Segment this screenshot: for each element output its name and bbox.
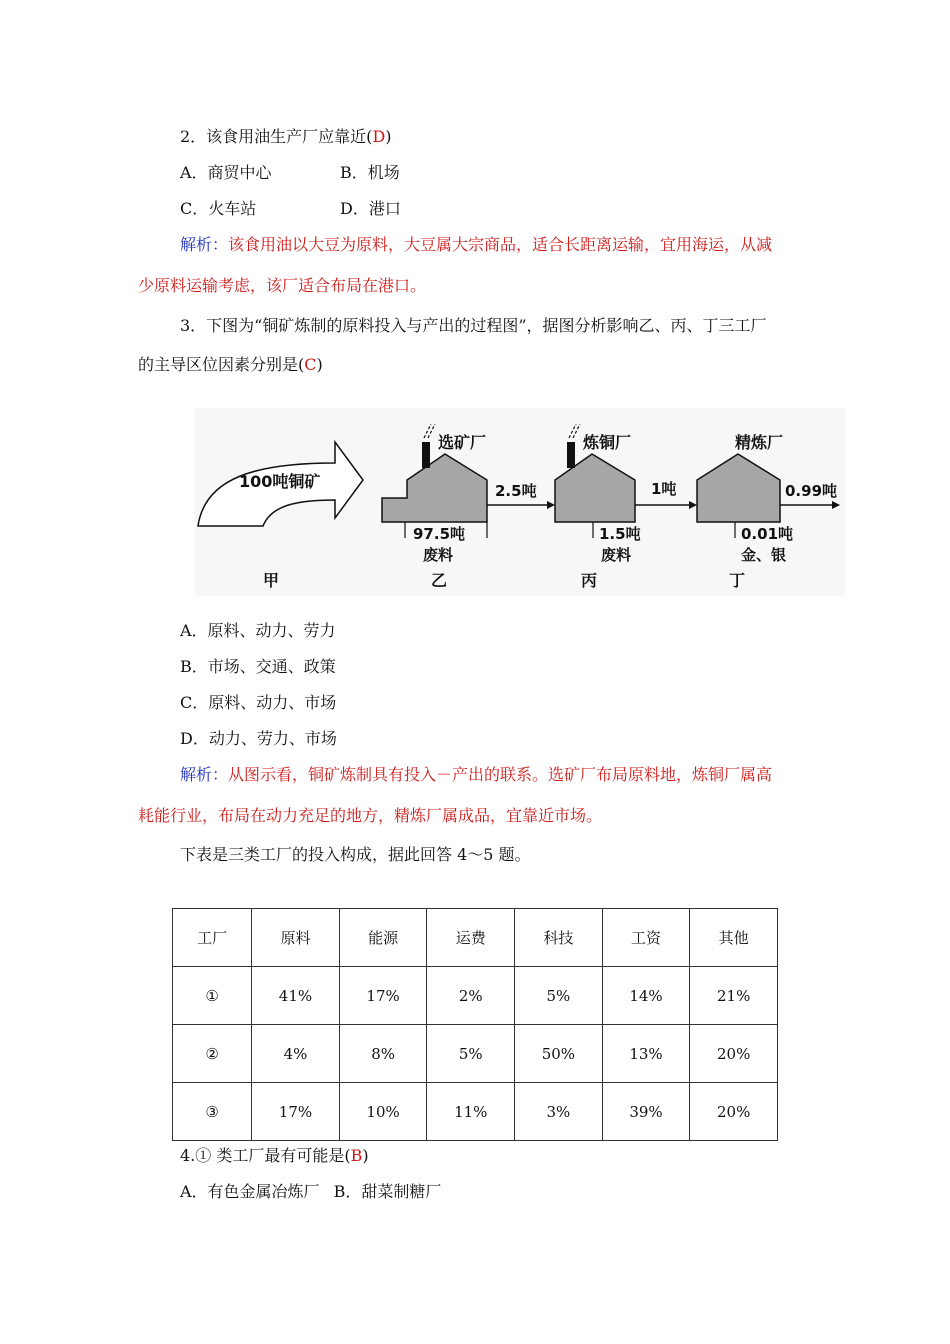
q2-stem [180,127,392,147]
table-header-cell: 工厂 [173,909,252,967]
plant-ding-name: 精炼厂 [735,433,784,452]
table-row [173,1083,778,1141]
q3-analysis-line2: 耗能行业，布局在动力充足的地方，精炼厂属成品，宜靠近市场。 [138,806,603,825]
q3-option-a: A．原料、动力、劳力 [180,621,336,640]
mark-ding: 丁 [729,571,746,590]
q2-stem-prefix: 2．该食用油生产厂应靠近( [180,127,373,146]
q2-answer: D [372,127,386,146]
table-cell: 10% [339,1083,427,1141]
table-cell: 41% [252,967,340,1025]
q3-stem-suffix: ) [316,355,323,374]
plant-yi-building [382,454,487,522]
table-header-cell: 能源 [339,909,427,967]
table-row [173,967,778,1025]
plant-yi-waste-label: 废料 [423,546,454,564]
plant-ding-waste-label: 金、银 [741,546,787,564]
q3-option-b: B．市场、交通、政策 [180,657,336,676]
q3-answer: C [304,355,317,374]
table-cell: 2% [427,967,515,1025]
table-cell: 8% [339,1025,427,1083]
copper-process-diagram [195,408,845,596]
table-header-row [173,909,778,967]
q2-option-d: D．港口 [340,199,401,218]
plant-yi-chimney [422,442,430,468]
q4-stem-suffix: ) [362,1146,369,1165]
table-cell: ① [173,967,252,1025]
q4-option-b: B．甜菜制糖厂 [333,1182,442,1201]
q4-options [180,1182,441,1202]
q4-answer: B [350,1146,363,1165]
mark-yi: 乙 [431,571,448,590]
table-cell: 17% [339,967,427,1025]
q4-stem-prefix: 4.① 类工厂最有可能是( [180,1146,351,1165]
plant-bing-chimney [567,442,575,468]
plant-yi-waste: 97.5吨 [413,525,466,543]
input-label: 100吨铜矿 [239,472,321,491]
table-header-cell: 工资 [602,909,690,967]
plant-bing-waste-label: 废料 [601,546,632,564]
factory-input-table [172,908,778,1141]
table-cell: 5% [427,1025,515,1083]
table-cell: ③ [173,1083,252,1141]
plant-bing-waste: 1.5吨 [599,525,641,543]
mark-jia: 甲 [263,571,280,590]
table-cell: 39% [602,1083,690,1141]
q3-option-d: D．动力、劳力、市场 [180,729,337,748]
table-cell: 17% [252,1083,340,1141]
table-header-cell: 科技 [515,909,603,967]
q2-analysis-line1 [180,235,772,255]
table-header-cell: 原料 [252,909,340,967]
table-header-cell: 其他 [690,909,778,967]
table-cell: 21% [690,967,778,1025]
table-cell: 5% [515,967,603,1025]
intro-q4-5: 下表是三类工厂的投入构成，据此回答 4～5 题。 [180,845,531,864]
table-cell: 14% [602,967,690,1025]
table-cell: 11% [427,1083,515,1141]
plant-yi-name: 选矿厂 [438,433,487,452]
q2-options-row2 [180,199,880,219]
plant-bing-output: 1吨 [651,480,677,498]
q2-option-b: B．机场 [340,163,400,182]
table-cell: 20% [690,1025,778,1083]
plant-ding-building [697,454,780,522]
table-header-cell: 运费 [427,909,515,967]
table-cell: 13% [602,1025,690,1083]
table-cell: 3% [515,1083,603,1141]
mark-bing: 丙 [581,571,598,590]
q4-option-a: A．有色金属冶炼厂 [180,1182,320,1201]
table-cell: 50% [515,1025,603,1083]
q2-stem-suffix: ) [385,127,392,146]
table-row [173,1025,778,1083]
plant-yi-output: 2.5吨 [495,482,537,500]
plant-ding-waste: 0.01吨 [741,525,794,543]
table-cell: 20% [690,1083,778,1141]
q3-analysis-line1 [180,765,772,785]
q2-option-a: A．商贸中心 [180,163,272,182]
q3-stem-line2 [138,355,323,375]
q2-analysis-text1: 该食用油以大豆为原料，大豆属大宗商品，适合长距离运输，宜用海运，从减 [228,235,773,254]
q3-stem-prefix: 的主导区位因素分别是( [138,355,305,374]
plant-bing-name: 炼铜厂 [583,433,632,452]
q2-analysis-label: 解析： [180,235,229,254]
q2-option-c: C．火车站 [180,199,257,218]
q2-options-row1 [180,163,880,183]
q3-stem-line1: 3．下图为“铜矿炼制的原料投入与产出的过程图”，据图分析影响乙、丙、丁三工厂 [180,316,767,335]
table-cell: 4% [252,1025,340,1083]
table-cell: ② [173,1025,252,1083]
q2-analysis-line2: 少原料运输考虑，该厂适合布局在港口。 [138,276,427,295]
q3-option-c: C．原料、动力、市场 [180,693,337,712]
q3-analysis-label: 解析： [180,765,229,784]
plant-ding-output: 0.99吨 [785,482,838,500]
q4-stem [180,1146,369,1166]
q3-analysis-text1: 从图示看，铜矿炼制具有投入－产出的联系。选矿厂布局原料地，炼铜厂属高 [228,765,773,784]
